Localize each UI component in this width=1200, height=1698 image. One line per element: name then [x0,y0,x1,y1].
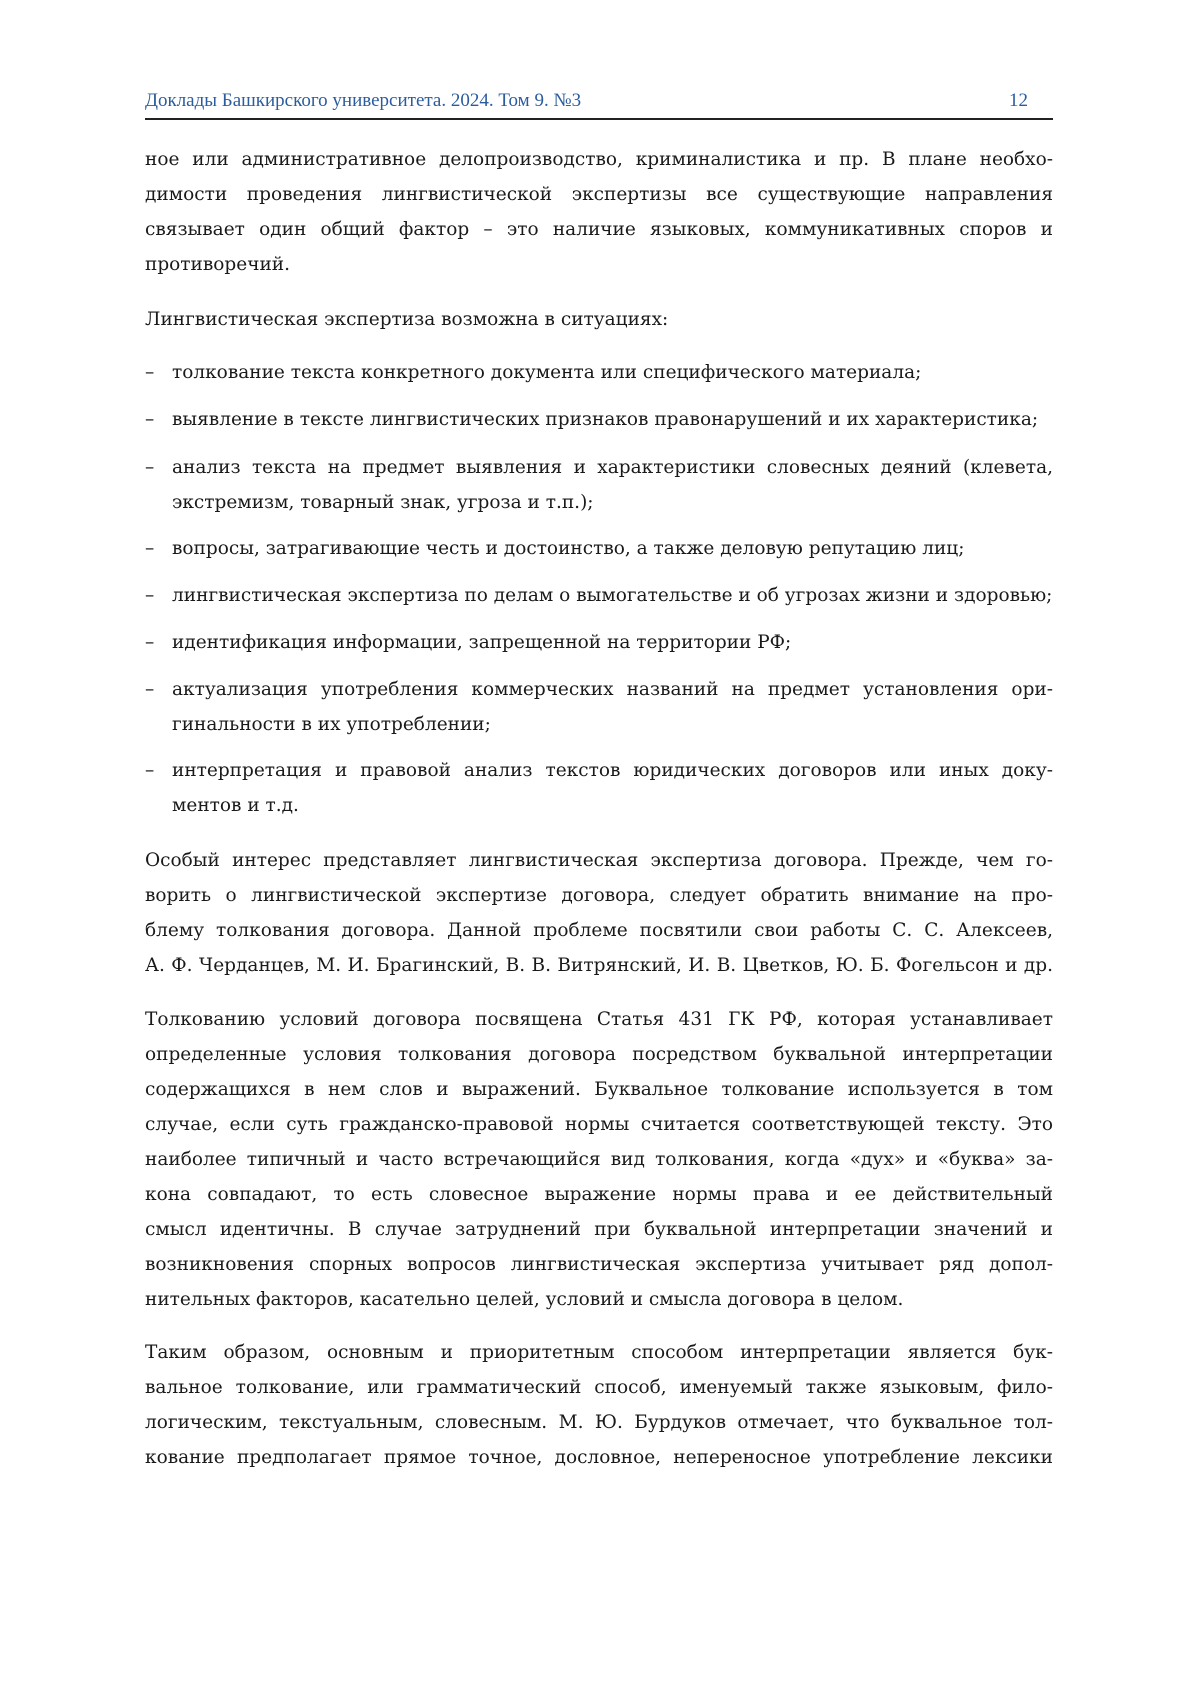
text-line: Толкованию условий договора посвящена Статья 431 ГК РФ, которая устанавливает [145,1002,1053,1037]
text-line: анализ текста на предмет выявления и характеристики словесных деяний (клевета, [172,450,1053,485]
text-line: смысл идентичны. В случае затруднений при буквальной интерпретации значений и [145,1212,1053,1247]
list-dash: – [145,402,154,437]
text-line: связывает один общий фактор – это наличие языковых, коммуникативных споров и [145,212,1053,247]
text-line: наиболее типичный и часто встречающийся вид толкования, когда «дух» и «буква» за- [145,1142,1053,1177]
paragraph [145,1335,1053,1475]
text-line: нительных факторов, касательно целей, условий и смысла договора в целом. [145,1282,1053,1317]
list-item [145,531,1053,566]
text-line: идентификация информации, запрещенной на территории РФ; [172,625,1053,660]
list-item-text [172,450,1053,520]
text-line: выявление в тексте лингвистических признаков правонарушений и их характеристика; [172,402,1053,437]
paragraph [145,302,1053,337]
text-line: ворить о лингвистической экспертизе договора, следует обратить внимание на про- [145,878,1053,913]
list-item [145,402,1053,437]
text-line: Лингвистическая экспертиза возможна в ситуациях: [145,302,1053,337]
text-line: возникновения спорных вопросов лингвистическая экспертиза учитывает ряд допол- [145,1247,1053,1282]
text-line: кона совпадают, то есть словесное выражение нормы права и ее действительный [145,1177,1053,1212]
text-line: толкование текста конкретного документа или специфического материала; [172,355,1053,390]
list-dash: – [145,355,154,390]
list-item-text [172,531,1053,566]
journal-title: Доклады Башкирского университета. 2024. Том 9. №3 [145,90,581,112]
text-line: А. Ф. Черданцев, М. И. Брагинский, В. В. Витрянский, И. В. Цветков, Ю. Б. Фогельсон и др. [145,948,1053,983]
list-item-text [172,625,1053,660]
list-item-text [172,355,1053,390]
page-number: 12 [1009,90,1028,112]
text-line: Особый интерес представляет лингвистическая экспертиза договора. Прежде, чем го- [145,843,1053,878]
list-dash: – [145,531,154,566]
text-line: ментов и т.д. [172,788,1053,823]
list-item [145,753,1053,823]
list-item [145,450,1053,520]
text-line: экстремизм, товарный знак, угроза и т.п.); [172,485,1053,520]
list-dash: – [145,578,154,613]
list-dash: – [145,753,154,788]
list-dash: – [145,672,154,707]
text-line: лингвистическая экспертиза по делам о вымогательстве и об угрозах жизни и здоровью; [172,578,1053,613]
text-line: интерпретация и правовой анализ текстов юридических договоров или иных доку- [172,753,1053,788]
list-item [145,672,1053,742]
text-line: вальное толкование, или грамматический способ, именуемый также языковым, фило- [145,1370,1053,1405]
running-header [145,90,1053,118]
text-line: актуализация употребления коммерческих названий на предмет установления ори- [172,672,1053,707]
list-item [145,625,1053,660]
text-line: гинальности в их употреблении; [172,707,1053,742]
text-line: содержащихся в нем слов и выражений. Буквальное толкование используется в том [145,1072,1053,1107]
list-dash: – [145,450,154,485]
list-item [145,355,1053,390]
text-line: логическим, текстуальным, словесным. М. Ю. Бурдуков отмечает, что буквальное тол- [145,1405,1053,1440]
paragraph [145,1002,1053,1317]
header-rule [145,118,1053,120]
text-line: блему толкования договора. Данной проблеме посвятили свои работы С. С. Алексеев, [145,913,1053,948]
text-line: димости проведения лингвистической экспертизы все существующие направления [145,177,1053,212]
text-line: определенные условия толкования договора посредством буквальной интерпретации [145,1037,1053,1072]
list-dash: – [145,625,154,660]
paragraph [145,142,1053,282]
list-item [145,578,1053,613]
list-item-text [172,578,1053,613]
text-line: вопросы, затрагивающие честь и достоинство, а также деловую репутацию лиц; [172,531,1053,566]
paragraph [145,843,1053,983]
text-line: противоречий. [145,247,1053,282]
text-line: Таким образом, основным и приоритетным способом интерпретации является бук- [145,1335,1053,1370]
text-line: ное или административное делопроизводство, криминалистика и пр. В плане необхо- [145,142,1053,177]
text-line: случае, если суть гражданско-правовой нормы считается соответствующей тексту. Это [145,1107,1053,1142]
list-item-text [172,402,1053,437]
list-item-text [172,672,1053,742]
list-item-text [172,753,1053,823]
text-line: кование предполагает прямое точное, дословное, непереносное употребление лексики [145,1440,1053,1475]
